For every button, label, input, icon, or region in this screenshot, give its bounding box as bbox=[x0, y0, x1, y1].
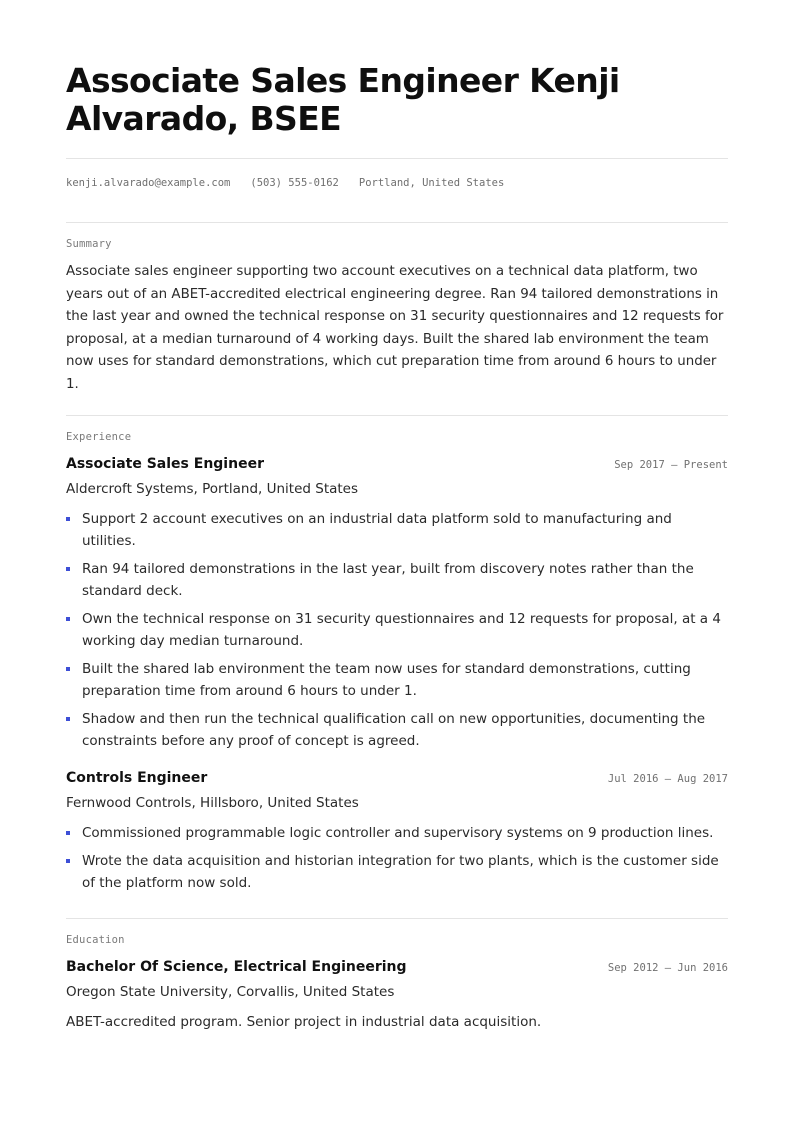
candidate-name: Associate Sales Engineer Kenji Alvarado, BSEE bbox=[66, 61, 620, 138]
section-divider bbox=[66, 222, 728, 223]
job-title: Associate Sales Engineer bbox=[66, 456, 264, 472]
list-item bbox=[66, 822, 728, 844]
degree-title: Bachelor Of Science, Electrical Engineering bbox=[66, 959, 407, 975]
bullet-text: Wrote the data acquisition and historian integration for two plants, which is the customer side of the platform now sold. bbox=[82, 853, 719, 891]
job-title: Controls Engineer bbox=[66, 770, 208, 786]
contact-line bbox=[66, 176, 728, 190]
bullet-text: Ran 94 tailored demonstrations in the last year, built from discovery notes rather than the standard deck. bbox=[82, 561, 694, 599]
square-bullet-icon bbox=[66, 831, 70, 835]
bullet-text: Commissioned programmable logic controller and supervisory systems on 9 production lines. bbox=[82, 825, 714, 841]
job-bullets bbox=[66, 508, 728, 752]
list-item bbox=[66, 558, 728, 602]
list-item bbox=[66, 658, 728, 702]
entry-header bbox=[66, 456, 728, 476]
section-divider bbox=[66, 918, 728, 919]
square-bullet-icon bbox=[66, 567, 70, 571]
education-entry bbox=[66, 959, 728, 1034]
list-item bbox=[66, 508, 728, 552]
job-dates: Jul 2016 — Aug 2017 bbox=[607, 773, 728, 785]
section-divider bbox=[66, 415, 728, 416]
contact-location: Portland, United States bbox=[358, 177, 505, 189]
list-item bbox=[66, 850, 728, 894]
education-note: ABET-accredited program. Senior project in industrial data acquisition. bbox=[66, 1014, 542, 1030]
square-bullet-icon bbox=[66, 717, 70, 721]
square-bullet-icon bbox=[66, 859, 70, 863]
entry-header bbox=[66, 770, 728, 790]
bullet-text: Built the shared lab environment the team now uses for standard demonstrations, cutting preparation time from around 6 hours to under 1. bbox=[82, 661, 691, 699]
header-divider bbox=[66, 158, 728, 159]
education-heading: Education bbox=[66, 934, 125, 946]
experience-entry bbox=[66, 456, 728, 752]
job-company: Fernwood Controls, Hillsboro, United States bbox=[66, 795, 359, 811]
experience-entry bbox=[66, 770, 728, 894]
school-name: Oregon State University, Corvallis, United States bbox=[66, 984, 395, 1000]
contact-phone[interactable]: (503) 555-0162 bbox=[250, 177, 339, 189]
experience-heading: Experience bbox=[66, 431, 132, 443]
list-item bbox=[66, 708, 728, 752]
square-bullet-icon bbox=[66, 667, 70, 671]
list-item bbox=[66, 608, 728, 652]
square-bullet-icon bbox=[66, 517, 70, 521]
job-dates: Sep 2017 — Present bbox=[614, 459, 728, 471]
resume-page bbox=[66, 0, 728, 1034]
summary-heading: Summary bbox=[66, 238, 112, 250]
job-bullets bbox=[66, 822, 728, 894]
job-company: Aldercroft Systems, Portland, United States bbox=[66, 481, 359, 497]
square-bullet-icon bbox=[66, 617, 70, 621]
bullet-text: Own the technical response on 31 security questionnaires and 12 requests for proposal, at a 4 working day median turnaround. bbox=[82, 611, 721, 649]
bullet-text: Shadow and then run the technical qualification call on new opportunities, documenting the constraints before any proof of concept is agreed. bbox=[82, 711, 706, 749]
bullet-text: Support 2 account executives on an industrial data platform sold to manufacturing and utilities. bbox=[82, 511, 672, 549]
contact-email[interactable]: kenji.alvarado@example.com bbox=[66, 177, 231, 189]
entry-header bbox=[66, 959, 728, 979]
summary-text: Associate sales engineer supporting two account executives on a technical data platform, two years out of an ABET-accredited electrical engineering degree. Ran 94 tailored demonstrations in the last year and owned the technical response on 31 security questionnaires and 12 requests for proposal, at a median turnaround of 4 working days. Built the shared lab environment the team now uses for standard demonstrations, which cut preparation time from around 6 hours to under 1. bbox=[66, 264, 724, 392]
education-dates: Sep 2012 — Jun 2016 bbox=[607, 962, 728, 974]
